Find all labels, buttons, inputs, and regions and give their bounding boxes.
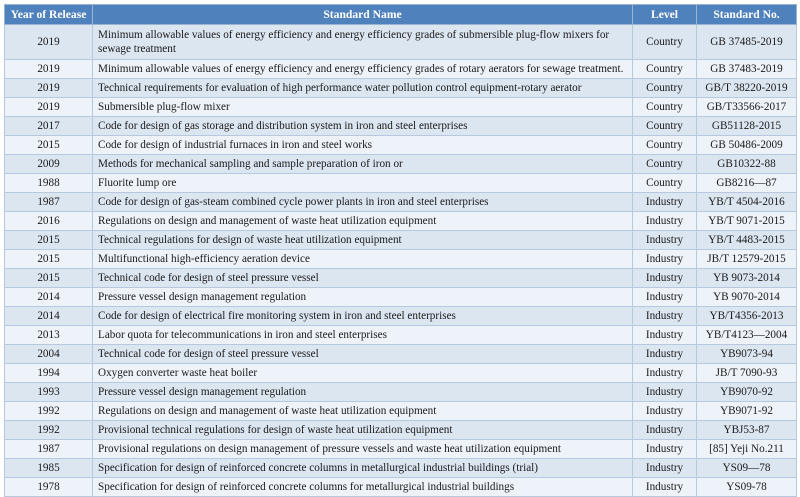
cell-level: Industry [633, 478, 697, 497]
cell-standard-name: Technical requirements for evaluation of high performance water pollution control equipment-rotary aerator [93, 79, 633, 98]
cell-standard-name: Code for design of gas-steam combined cycle power plants in iron and steel enterprises [93, 193, 633, 212]
cell-standard-name: Multifunctional high-efficiency aeration device [93, 250, 633, 269]
cell-year: 1985 [5, 459, 93, 478]
cell-standard-no: YS09-78 [697, 478, 797, 497]
cell-level: Industry [633, 250, 697, 269]
column-header-year: Year of Release [5, 5, 93, 25]
cell-standard-name: Methods for mechanical sampling and sample preparation of iron or [93, 155, 633, 174]
table-row [5, 402, 797, 421]
cell-standard-name: Technical regulations for design of waste heat utilization equipment [93, 231, 633, 250]
table-row [5, 231, 797, 250]
table-row [5, 60, 797, 79]
cell-standard-no: GB51128-2015 [697, 117, 797, 136]
cell-year: 2009 [5, 155, 93, 174]
cell-level: Country [633, 174, 697, 193]
table-row [5, 155, 797, 174]
cell-standard-no: GB 37483-2019 [697, 60, 797, 79]
cell-standard-no: GB8216—87 [697, 174, 797, 193]
table-row [5, 25, 797, 60]
cell-standard-no: JB/T 7090-93 [697, 364, 797, 383]
cell-level: Industry [633, 421, 697, 440]
header-row [5, 5, 797, 25]
cell-level: Industry [633, 231, 697, 250]
cell-standard-name: Regulations on design and management of waste heat utilization equipment [93, 402, 633, 421]
cell-standard-no: YBJ53-87 [697, 421, 797, 440]
cell-standard-name: Fluorite lump ore [93, 174, 633, 193]
table-header [5, 5, 797, 25]
column-header-no: Standard No. [697, 5, 797, 25]
cell-standard-no: YB9073-94 [697, 345, 797, 364]
cell-year: 2016 [5, 212, 93, 231]
cell-year: 2014 [5, 307, 93, 326]
cell-level: Industry [633, 193, 697, 212]
cell-standard-name: Submersible plug-flow mixer [93, 98, 633, 117]
table-row [5, 440, 797, 459]
cell-standard-no: YB 9070-2014 [697, 288, 797, 307]
cell-standard-name: Labor quota for telecommunications in iron and steel enterprises [93, 326, 633, 345]
table-row [5, 383, 797, 402]
standards-table [4, 4, 797, 497]
cell-standard-no: [85] Yeji No.211 [697, 440, 797, 459]
table-row [5, 478, 797, 497]
cell-standard-name: Provisional technical regulations for design of waste heat utilization equipment [93, 421, 633, 440]
cell-standard-name: Code for design of gas storage and distribution system in iron and steel enterprises [93, 117, 633, 136]
cell-standard-no: JB/T 12579-2015 [697, 250, 797, 269]
table-row [5, 193, 797, 212]
cell-standard-name: Minimum allowable values of energy efficiency and energy efficiency grades of rotary aerators for sewage treatment. [93, 60, 633, 79]
cell-year: 2019 [5, 98, 93, 117]
cell-year: 2013 [5, 326, 93, 345]
cell-standard-no: YB9070-92 [697, 383, 797, 402]
column-header-level: Level [633, 5, 697, 25]
cell-standard-name: Technical code for design of steel pressure vessel [93, 345, 633, 364]
column-header-name: Standard Name [93, 5, 633, 25]
cell-standard-no: YS09—78 [697, 459, 797, 478]
table-row [5, 364, 797, 383]
cell-standard-name: Oxygen converter waste heat boiler [93, 364, 633, 383]
cell-year: 1987 [5, 440, 93, 459]
cell-year: 1992 [5, 402, 93, 421]
cell-year: 1992 [5, 421, 93, 440]
cell-standard-no: YB 9073-2014 [697, 269, 797, 288]
cell-standard-no: GB 37485-2019 [697, 25, 797, 60]
cell-standard-no: YB9071-92 [697, 402, 797, 421]
table-row [5, 98, 797, 117]
table-row [5, 326, 797, 345]
cell-level: Country [633, 98, 697, 117]
cell-year: 2015 [5, 250, 93, 269]
cell-year: 2019 [5, 60, 93, 79]
table-row [5, 307, 797, 326]
cell-level: Industry [633, 402, 697, 421]
cell-year: 1988 [5, 174, 93, 193]
cell-year: 2004 [5, 345, 93, 364]
cell-standard-no: GB 50486-2009 [697, 136, 797, 155]
cell-level: Country [633, 136, 697, 155]
cell-standard-name: Regulations on design and management of waste heat utilization equipment [93, 212, 633, 231]
cell-standard-no: YB/T4356-2013 [697, 307, 797, 326]
cell-year: 2015 [5, 231, 93, 250]
cell-year: 2019 [5, 25, 93, 60]
cell-level: Industry [633, 326, 697, 345]
cell-level: Industry [633, 307, 697, 326]
cell-standard-name: Code for design of electrical fire monitoring system in iron and steel enterprises [93, 307, 633, 326]
cell-year: 1978 [5, 478, 93, 497]
cell-year: 2015 [5, 136, 93, 155]
cell-standard-no: GB10322-88 [697, 155, 797, 174]
cell-standard-no: GB/T33566-2017 [697, 98, 797, 117]
table-row [5, 136, 797, 155]
table-row [5, 421, 797, 440]
cell-year: 2015 [5, 269, 93, 288]
cell-year: 1987 [5, 193, 93, 212]
table-row [5, 345, 797, 364]
cell-year: 1993 [5, 383, 93, 402]
table-row [5, 250, 797, 269]
cell-standard-name: Pressure vessel design management regulation [93, 383, 633, 402]
cell-level: Country [633, 155, 697, 174]
cell-standard-no: GB/T 38220-2019 [697, 79, 797, 98]
table-row [5, 117, 797, 136]
cell-level: Country [633, 117, 697, 136]
cell-level: Industry [633, 383, 697, 402]
cell-standard-no: YB/T 9071-2015 [697, 212, 797, 231]
table-row [5, 79, 797, 98]
cell-level: Industry [633, 269, 697, 288]
cell-level: Industry [633, 212, 697, 231]
cell-standard-name: Specification for design of reinforced concrete columns in metallurgical industrial buildings (trial) [93, 459, 633, 478]
table-row [5, 459, 797, 478]
cell-standard-no: YB/T 4483-2015 [697, 231, 797, 250]
cell-level: Industry [633, 459, 697, 478]
cell-level: Country [633, 60, 697, 79]
cell-standard-name: Pressure vessel design management regulation [93, 288, 633, 307]
table-row [5, 174, 797, 193]
cell-year: 1994 [5, 364, 93, 383]
cell-standard-name: Provisional regulations on design management of pressure vessels and waste heat utilization equipment [93, 440, 633, 459]
cell-standard-no: YB/T4123—2004 [697, 326, 797, 345]
table-row [5, 212, 797, 231]
cell-year: 2019 [5, 79, 93, 98]
cell-standard-no: YB/T 4504-2016 [697, 193, 797, 212]
table-row [5, 269, 797, 288]
cell-year: 2014 [5, 288, 93, 307]
cell-level: Industry [633, 364, 697, 383]
cell-level: Industry [633, 288, 697, 307]
cell-standard-name: Minimum allowable values of energy efficiency and energy efficiency grades of submersible plug-flow mixers for sewage treatment [93, 25, 633, 60]
cell-level: Country [633, 25, 697, 60]
cell-year: 2017 [5, 117, 93, 136]
cell-standard-name: Code for design of industrial furnaces in iron and steel works [93, 136, 633, 155]
cell-level: Industry [633, 440, 697, 459]
table-row [5, 288, 797, 307]
cell-standard-name: Specification for design of reinforced concrete columns for metallurgical industrial buildings [93, 478, 633, 497]
cell-level: Industry [633, 345, 697, 364]
cell-level: Country [633, 79, 697, 98]
cell-standard-name: Technical code for design of steel pressure vessel [93, 269, 633, 288]
table-body [5, 25, 797, 497]
